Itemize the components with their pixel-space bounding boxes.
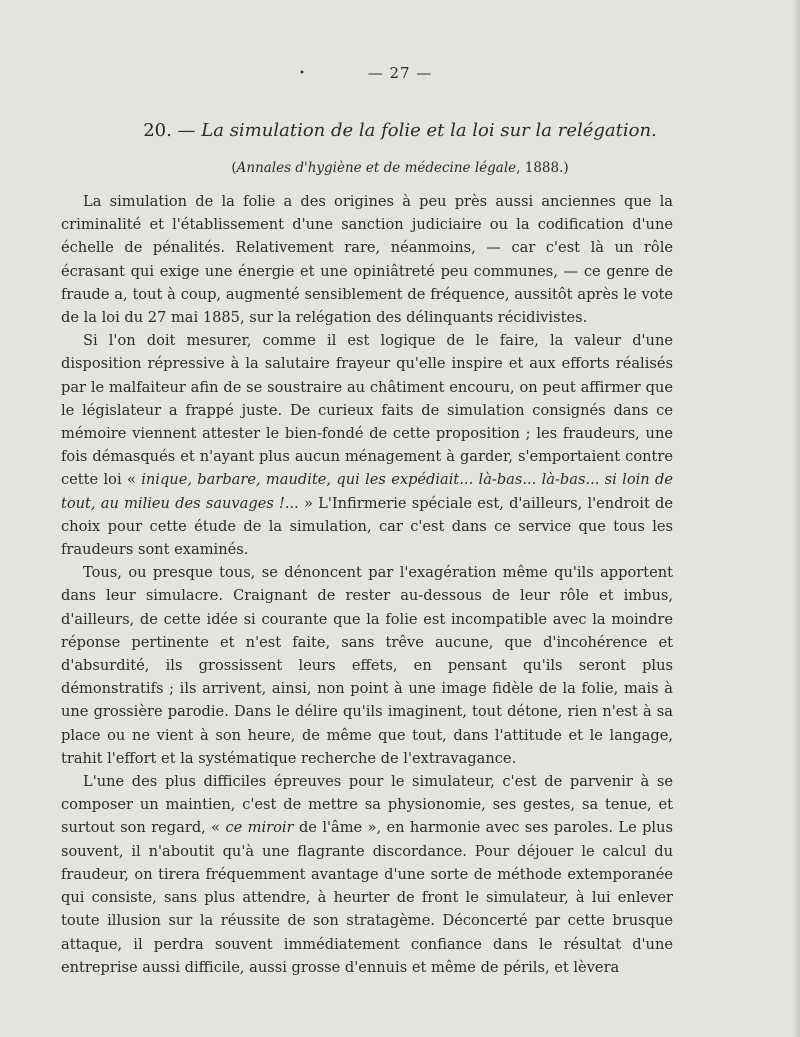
source-journal: Annales d'hygiène et de médecine légale: [236, 160, 517, 176]
section-title: [60, 120, 740, 141]
page-mark: •: [299, 68, 306, 79]
paragraph-4-end: de l'âme », en harmonie avec ses paroles. Le plus souvent, il n'aboutit qu'à une flagrante discordance. Pour déjouer le calcul du fraudeur, on tirera fréquemment avantage d'une sorte de méthode extemporanée qui consiste, sans plus attendre, à heurter de front le simulateur, à lui enlever toute illusion sur la réussite de son stratagème. Déconcerté par cette brusque attaque, il perdra souvent immédiatement confiance dans le résultat d'une entreprise aussi difficile, aussi grosse d'ennuis et même de périls, et lèvera: [61, 819, 673, 976]
paragraph-2-end: » L'Infirmerie spéciale est, d'ailleurs, l'endroit de choix pour cette étude de la simulation, car c'est dans ce service que tous les fraudeurs sont examinés.: [61, 494, 674, 559]
paragraph-2-start: Si l'on doit mesurer, comme il est logique de le faire, la valeur d'une disposition répressive à la salutaire frayeur qu'elle inspire et aux efforts réalisés par le malfaiteur afin de se soustraire au châtiment encouru, on peut affirmer que le législateur a frappé juste. De curieux faits de simulation consignés dans ce mémoire viennent attester le bien-fondé de cette proposition ; les fraudeurs, une fois démasqués et n'ayant plus aucun ménagement à garder, s'emportaient contre cette loi «: [61, 332, 673, 489]
paragraph-4-quote: ce miroir: [225, 819, 294, 837]
page-number: [0, 64, 800, 82]
paragraph-3: Tous, ou presque tous, se dénoncent par l'exagération même qu'ils apportent dans leur simulacre. Craignant de rester au-dessous de leur rôle et imbus, d'ailleurs, de cette idée si courante que la folie est incompatible avec la moindre réponse pertinente et n'est faite, sans trêve aucune, que d'incohérence et d'absurdité, ils grossissent leurs effets, en pensant qu'ils seront plus démonstratifs ; ils arrivent, ainsi, non point à une image fidèle de la folie, mais à une grossière parodie. Dans le délire qu'ils imaginent, tout détone, rien n'est à sa place ou ne vient à son heure, de même que tout, dans l'attitude et le langage, trahit l'effort et la systématique recherche de l'extravagance.: [61, 564, 673, 767]
paragraph-4: [61, 770, 673, 979]
source-open: (: [231, 160, 237, 176]
source-citation: [60, 160, 740, 176]
paragraph-4-start: L'une des plus difficiles épreuves pour le simulateur, c'est de parvenir à se composer un maintien, c'est de mettre sa physionomie, ses gestes, sa tenue, et surtout son regard, «: [61, 773, 673, 837]
section-number: 20. —: [143, 120, 196, 141]
paragraph-2: [61, 329, 673, 561]
source-year: , 1888.): [516, 160, 569, 176]
section-title-text: La simulation de la folie et la loi sur la relégation.: [201, 120, 657, 141]
page-number-text: — 27 —: [367, 64, 433, 82]
paragraph-1: La simulation de la folie a des origines à peu près aussi anciennes que la criminalité et l'établissement d'une sanction judiciaire ou la codification d'une échelle de pénalités. Relativement rare, néanmoins, — car c'est là un rôle écrasant qui exige une énergie et une opiniâtreté peu communes, — ce genre de fraude a, tout à coup, augmenté sensiblement de fréquence, aussitôt après le vote de la loi du 27 mai 1885, sur la relégation des délinquants récidivistes.: [61, 193, 673, 327]
body-text: [61, 190, 673, 979]
paragraph-2-quote: inique, barbare, maudite, qui les expédiait... là-bas... là-bas... si loin de tout, au milieu des sauvages !...: [61, 471, 673, 512]
